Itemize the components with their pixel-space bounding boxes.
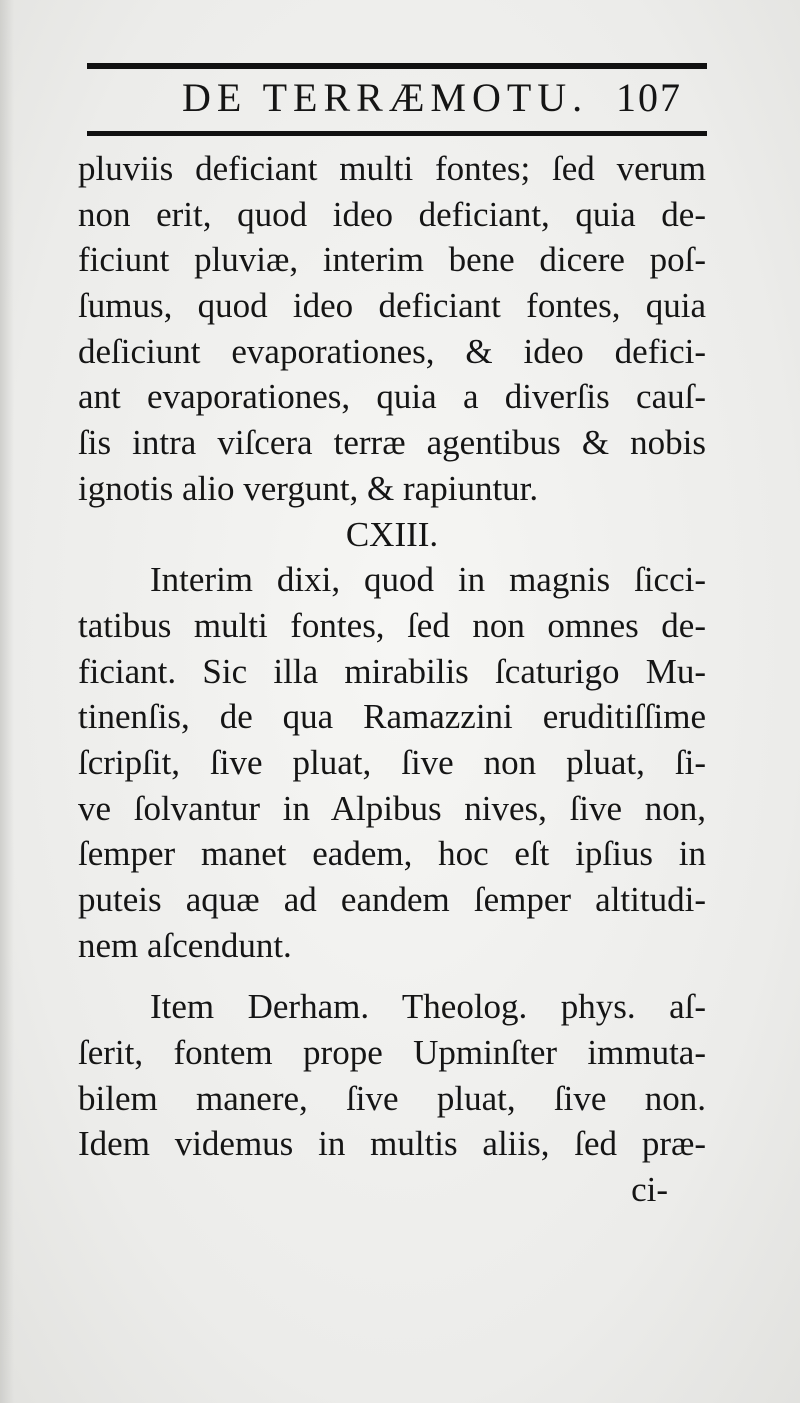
running-head [87, 70, 707, 128]
page-gutter-shadow [0, 0, 14, 1403]
paragraph-gap [78, 968, 706, 984]
text-line: ant evaporationes, quia a diverſis cauſ- [78, 377, 706, 417]
text-line: pluviis deficiant multi fontes; ſed verum [78, 149, 706, 188]
catchword: ci- [631, 1170, 668, 1210]
section-number: CXIII. [345, 514, 439, 554]
header-rule-top [87, 63, 707, 69]
text-line: ignotis alio vergunt, & rapiuntur. [78, 468, 539, 508]
text-line: Idem videmus in multis aliis, ſed præ- [78, 1124, 706, 1164]
text-line: ficiunt pluviæ, interim bene dicere poſ- [78, 240, 706, 280]
text-line: tinenſis, de qua Ramazzini eruditiſſime [78, 697, 706, 737]
paragraph-derham [78, 984, 706, 1167]
paragraph-section [78, 557, 706, 968]
text-line: puteis aquæ ad eandem ſemper altitudi- [78, 880, 706, 919]
text-line: Interim dixi, quod in magnis ſicci- [150, 560, 706, 600]
text-line: tatibus multi fontes, ſed non omnes de- [78, 605, 706, 645]
body-text [78, 146, 706, 1213]
page-number: 107 [616, 75, 682, 120]
running-head-title: DE TERRÆMOTU. [182, 75, 589, 120]
text-line: ve ſolvantur in Alpibus nives, ſive non, [78, 788, 706, 828]
text-line: ſerit, fontem prope Upminſter immuta- [78, 1033, 706, 1073]
text-line: ſemper manet eadem, hoc eſt ipſius in [78, 834, 706, 874]
text-line: nem aſcendunt. [78, 925, 292, 965]
text-line: non erit, quod ideo deficiant, quia de- [78, 194, 706, 234]
text-line: ſis intra viſcera terræ agentibus & nobis [78, 423, 706, 463]
text-line: bilem manere, ſive pluat, ſive non. [78, 1078, 706, 1118]
text-line: ſcripſit, ſive pluat, ſive non pluat, ſi- [78, 742, 706, 782]
text-line: ficiant. Sic illa mirabilis ſcaturigo Mu- [78, 651, 706, 691]
text-line: Item Derham. Theolog. phys. aſ- [150, 987, 706, 1027]
text-line: deſiciunt evaporationes, & ideo defici- [78, 331, 706, 371]
paragraph-continued [78, 146, 706, 512]
header-rule-bottom [87, 131, 707, 136]
text-line: ſumus, quod ideo deficiant fontes, quia [78, 286, 706, 326]
